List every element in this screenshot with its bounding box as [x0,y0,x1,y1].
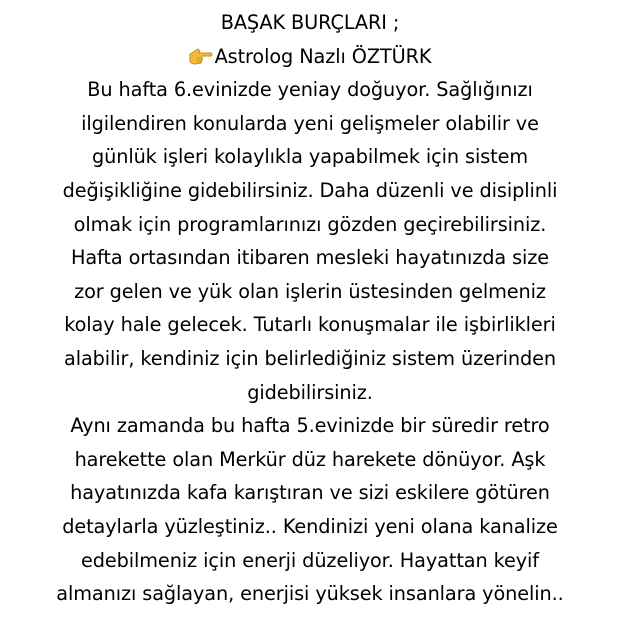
body-line-6: Hafta ortasından itibaren mesleki hayatınızda size [70,246,550,270]
backhand-index-pointing-right-icon [189,43,213,63]
author-name: Astrolog Nazlı ÖZTÜRK [214,44,432,68]
body-line-13: hayatınızda kafa karıştıran ve sizi eskilere götüren [70,481,550,505]
body-line-14: detaylarla yüzleştiniz.. Kendinizi yeni olana kanalize [62,514,558,538]
body-line-2: ilgilendiren konularda yeni gelişmeler olabilir ve [81,111,539,135]
body-line-8: kolay hale gelecek. Tutarlı konuşmalar ile işbirlikleri [64,313,556,337]
body-line-16: almanızı sağlayan, enerjisi yüksek insanlara yönelin.. [56,582,564,606]
body-line-7: zor gelen ve yük olan işlerin üstesinden gelmeniz [74,279,546,303]
body-line-3: günlük işleri kolaylıkla yapabilmek için sistem [91,145,529,169]
body-line-15: edebilmeniz için enerji düzeliyor. Hayattan keyif [81,548,539,572]
body-line-12: harekette olan Merkür düz harekete dönüyor. Aşk [74,447,546,471]
body-line-9: alabilir, kendiniz için belirlediğiniz sistem üzerinden [63,346,557,370]
body-line-5: olmak için programlarınızı gözden geçirebilirsiniz. [73,212,547,236]
body-line-11: Aynı zamanda bu hafta 5.evinizde bir süredir retro [70,414,550,438]
body-line-1: Bu hafta 6.evinizde yeniay doğuyor. Sağlığınızı [87,78,533,102]
document-title: BAŞAK BURÇLARI ; [220,11,400,34]
body-line-4: değişikliğine gidebilirsiniz. Daha düzenli ve disiplinli [62,178,558,202]
author-line [0,40,620,74]
body-line-10: gidebilirsiniz. [247,380,373,404]
